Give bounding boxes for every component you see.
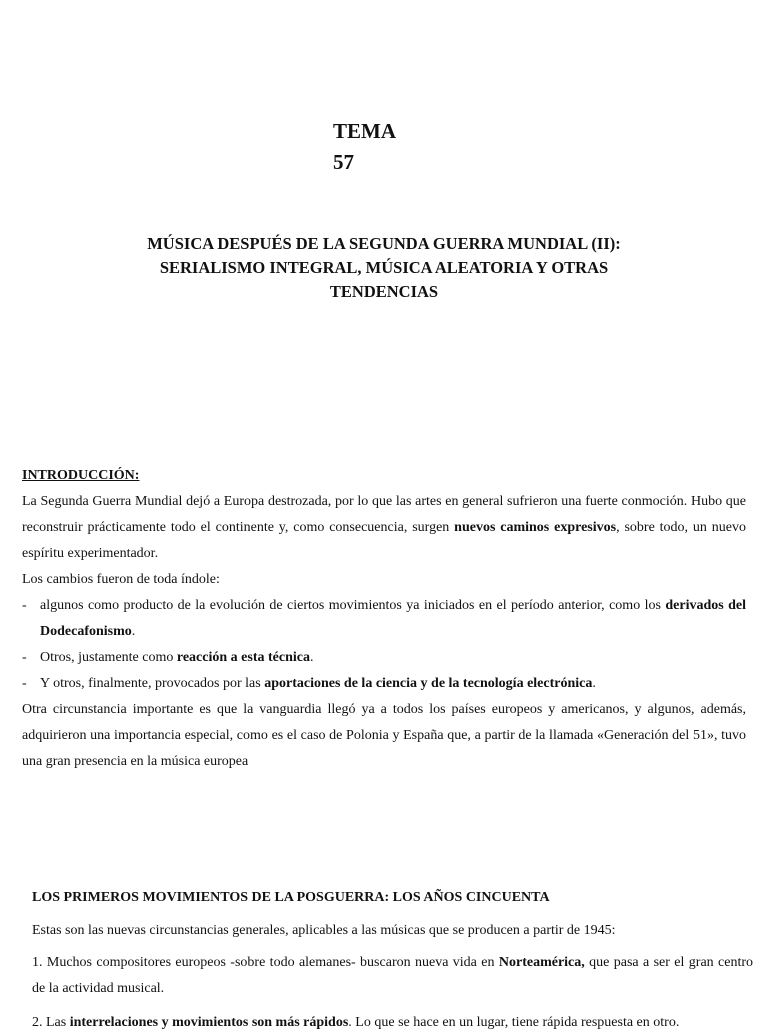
- intro-p1-end: , sobre todo, un nuevo espíritu experimentador.: [22, 520, 746, 561]
- intro-p1-text: La Segunda Guerra Mundial dejó a Europa destrozada, por lo que las artes en general sufrieron una fuerte conmoción. Hubo que reconstruir prácticamente todo el continente y, como consecuencia, surgen: [22, 494, 746, 535]
- item-2-text: 2. Las: [32, 1015, 67, 1030]
- bullet-2-text: Otros, justamente como: [40, 650, 174, 665]
- section-postwar-item-1: [32, 950, 753, 1002]
- title-line-1: MÚSICA DESPUÉS DE LA SEGUNDA GUERRA MUNDIAL (II):: [147, 234, 621, 253]
- intro-paragraph-3: Otra circunstancia importante es que la vanguardia llegó ya a todos los países europeos y americanos, y algunos, además, adquirieron una importancia especial, como es el caso de Polonia y España que, a partir de la llamada «Generación del 51», tuvo una gran presencia en la música europea: [22, 702, 746, 769]
- bullet-1-bold: derivados del Dodecafonismo: [40, 598, 747, 639]
- item-1-text: 1. Muchos compositores europeos -sobre todo alemanes- buscaron nueva vida en: [32, 955, 495, 970]
- bullet-dash: -: [22, 598, 27, 613]
- bullet-dash: -: [22, 650, 27, 665]
- title-line-3: TENDENCIAS: [329, 282, 439, 301]
- intro-bullet-2: [22, 645, 746, 671]
- item-1-bold: Norteamérica,: [498, 955, 585, 970]
- bullet-2-end: .: [309, 650, 314, 665]
- bullet-1-text: algunos como producto de la evolución de ciertos movimientos ya iniciados en el período anterior, como los: [40, 598, 661, 613]
- intro-section: [22, 463, 746, 775]
- bullet-1-end: .: [131, 624, 136, 639]
- document-title: [60, 232, 708, 304]
- section-postwar-heading: LOS PRIMEROS MOVIMIENTOS DE LA POSGUERRA: LOS AÑOS CINCUENTA: [32, 890, 550, 905]
- intro-p1-bold: nuevos caminos expresivos: [454, 520, 617, 535]
- bullet-dash: -: [22, 676, 27, 691]
- tema-number: 57: [333, 150, 354, 174]
- item-2-end: . Lo que se hace en un lugar, tiene rápida respuesta en otro.: [348, 1015, 680, 1030]
- bullet-3-end: .: [592, 676, 596, 691]
- intro-paragraph-1: [22, 489, 746, 567]
- bullet-3-bold: aportaciones de la ciencia y de la tecnología electrónica: [264, 676, 593, 691]
- bullet-3-text: Y otros, finalmente, provocados por las: [40, 676, 261, 691]
- item-1-end: que pasa a ser el gran centro de la actividad musical.: [32, 955, 754, 996]
- intro-paragraph-2: Los cambios fueron de toda índole:: [22, 572, 220, 587]
- section-postwar-item-2: [32, 1010, 753, 1036]
- section-postwar: [32, 884, 753, 1036]
- intro-bullet-3: [22, 671, 746, 697]
- section-postwar-paragraph: Estas son las nuevas circunstancias generales, aplicables a las músicas que se producen a partir de 1945:: [32, 923, 616, 938]
- intro-heading: INTRODUCCIÓN:: [22, 468, 140, 483]
- tema-label: TEMA: [333, 119, 396, 143]
- title-line-2: SERIALISMO INTEGRAL, MÚSICA ALEATORIA Y OTRAS: [159, 258, 609, 277]
- item-2-bold: interrelaciones y movimientos son más rápidos: [69, 1015, 349, 1030]
- bullet-2-bold: reacción a esta técnica: [176, 650, 310, 665]
- intro-bullet-1: [22, 593, 746, 645]
